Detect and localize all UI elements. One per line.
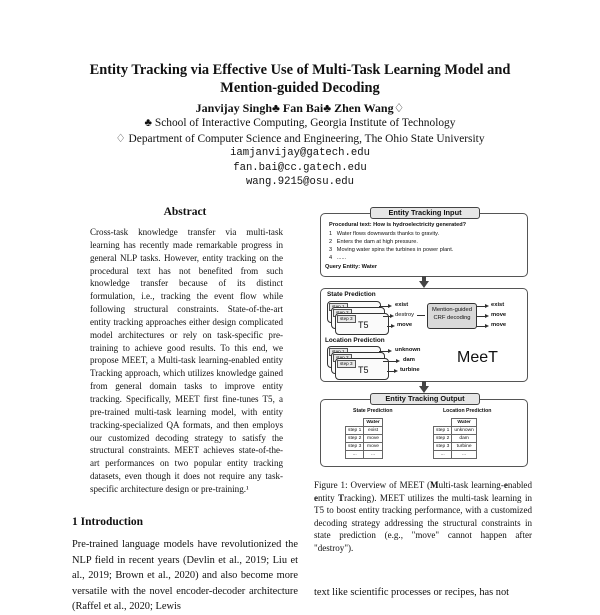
abstract-heading: Abstract: [163, 206, 207, 218]
mention-guided-crf-box: [427, 303, 477, 329]
section-heading-introduction: 1 Introduction: [72, 516, 144, 528]
state-prediction-table: [345, 418, 383, 459]
table-cell: turbine: [452, 443, 477, 451]
model-box: [320, 288, 528, 382]
state-output-1: exist: [395, 302, 409, 308]
table-row: [346, 443, 383, 451]
email-3: wang.9215@osu.edu: [245, 176, 355, 188]
table-cell: unknown: [452, 427, 477, 435]
table-corner-cell: [434, 419, 452, 427]
arrow-line: [383, 361, 397, 362]
step-text: ......: [336, 255, 347, 261]
final-output-1: exist: [491, 302, 505, 308]
table-row: [346, 435, 383, 443]
arrow-right-icon: [485, 314, 489, 318]
step-number: 4: [329, 255, 333, 261]
table-cell: step 1: [346, 427, 364, 435]
output-tab: Entity Tracking Output: [370, 393, 480, 405]
arrow-right-icon: [485, 324, 489, 328]
affiliation-2: ♢ Department of Computer Science and Engineering, The Ohio State University: [115, 133, 485, 145]
input-tab: Entity Tracking Input: [370, 207, 480, 219]
step-text: Enters the dam at high pressure.: [336, 239, 418, 245]
step-card: [335, 313, 389, 335]
procedure-step-3: [329, 247, 453, 255]
state-output-3: move: [397, 322, 413, 328]
table-row: [434, 427, 477, 435]
title-line-1: Entity Tracking via Effective Use of Multi-Task Learning Model and: [89, 62, 511, 78]
table-row: [434, 443, 477, 451]
table-header-cell: Water: [364, 419, 382, 427]
table-row: [434, 435, 477, 443]
input-box: [320, 213, 528, 277]
procedure-step-2: [329, 239, 418, 247]
abstract-text: Cross-task knowledge transfer via multi-task learning has recently made remarkable progress in general NLP tasks. However, entity tracking on the procedural text has not benefited from such knowledge transfer because of its distinct formulation, i.e., tracking the event flow while following structural constraints. State-of-the-art entity tracking approaches either design complicated model architectures or rely on task-specific pre-training to achieve good results. To this end, we propose MEET, a Multi-task learning-enabled entity Tracking approach, which utilizes knowledge gained from general domain tasks to improve entity tracking. Specifically, MEET first fine-tunes T5, a pre-trained multi-task learning model, with entity tracking-specialized QA formats, and then employs our customized decoding strategy to satisfy the structural constraints. MEET achieves state-of-the-art performances on two popular entity tracking datasets, even though it does not require any task-specific architecture design or pre-training.¹: [90, 227, 283, 494]
table-cell: ...: [452, 451, 477, 459]
caption-bold: e: [503, 480, 508, 490]
table-header-cell: Water: [452, 419, 477, 427]
arrow-down-icon: [419, 281, 429, 288]
figure-1-caption: [314, 479, 532, 555]
table-cell: ...: [434, 451, 452, 459]
output-box: [320, 399, 528, 467]
paper-title: [0, 61, 600, 97]
step-text: Water flows downwards thanks to gravity.: [336, 231, 440, 237]
step-label: step 3: [337, 315, 356, 323]
table-cell: step 1: [434, 427, 452, 435]
state-output-2: destroy: [395, 312, 415, 318]
authors: Janvijay Singh♣ Fan Bai♣ Zhen Wang♢: [195, 101, 405, 115]
table-header-row: [346, 419, 383, 427]
state-table-title: State Prediction: [353, 408, 393, 414]
email-2: fan.bai@cc.gatech.edu: [233, 162, 367, 174]
final-output-2: move: [491, 312, 507, 318]
procedure-step-4: [329, 255, 346, 263]
step-number: 3: [329, 247, 333, 253]
arrow-right-icon: [394, 369, 398, 373]
arrow-line: [417, 315, 425, 316]
state-prediction-label: State Prediction: [327, 291, 376, 298]
table-row: [434, 451, 477, 459]
t5-model-label: T5: [358, 320, 369, 330]
email-1: iamjanvijay@gatech.edu: [230, 147, 370, 159]
table-row: [346, 427, 383, 435]
table-cell: dam: [452, 435, 477, 443]
mention-guided-label: Mention-guided CRF decoding: [432, 307, 472, 321]
caption-text: ntity: [318, 492, 339, 503]
table-corner-cell: [346, 419, 364, 427]
arrow-right-icon: [391, 324, 395, 328]
step-label: step 3: [337, 360, 356, 368]
location-table-title: Location Prediction: [443, 408, 492, 414]
procedure-step-1: [329, 231, 439, 239]
arrow-right-icon: [388, 304, 392, 308]
table-cell: step 2: [346, 435, 364, 443]
location-prediction-label: Location Prediction: [325, 337, 385, 344]
table-cell: ...: [364, 451, 382, 459]
caption-text: ulti-task learning-: [438, 480, 504, 490]
right-column-text: text like scientific processes or recipes, has not: [314, 587, 510, 598]
caption-bold: e: [314, 492, 319, 503]
query-entity: Query Entity: Water: [325, 264, 378, 270]
table-row: [346, 451, 383, 459]
table-cell: step 2: [434, 435, 452, 443]
affiliation-1: ♣ School of Interactive Computing, Georgia Institute of Technology: [144, 117, 456, 129]
meet-logo: MeeT: [457, 349, 498, 366]
step-number: 2: [329, 239, 333, 245]
arrow-right-icon: [388, 349, 392, 353]
table-cell: move: [364, 435, 382, 443]
location-output-1: unknown: [395, 347, 421, 353]
introduction-text: Pre-trained language models have revolutionized the NLP field in recent years (Devlin et al., 2019; Liu et al., 2019; Brown et al., 2020) and also become more versatile with the novel encoder-decoder architecture (Raffel et al., 2020; Lewis: [72, 539, 298, 613]
arrow-right-icon: [396, 359, 400, 363]
table-cell: ...: [346, 451, 364, 459]
location-output-3: turbine: [400, 367, 420, 373]
caption-text: Figure 1: Overview of MEET (: [314, 480, 431, 490]
caption-text: racking). MEET utilizes the multi-task learning in T5 to boost entity tracking performance, with a customized decoding strategy addressing the structural constraints in state prediction (e.g., "move" cannot happen after "destroy").: [314, 492, 532, 553]
final-output-3: move: [491, 322, 507, 328]
location-prediction-table: [433, 418, 477, 459]
table-cell: exist: [364, 427, 382, 435]
step-number: 1: [329, 231, 333, 237]
caption-text: nabled: [507, 480, 532, 490]
caption-bold: T: [338, 492, 345, 503]
table-cell: move: [364, 443, 382, 451]
t5-model-label: T5: [358, 365, 369, 375]
arrow-down-icon: [419, 386, 429, 393]
location-output-2: dam: [403, 357, 415, 363]
title-line-2: Mention-guided Decoding: [220, 80, 380, 96]
step-text: Moving water spins the turbines in power plant.: [336, 247, 454, 253]
arrow-right-icon: [390, 314, 394, 318]
figure-1-overview: [318, 203, 530, 471]
arrow-right-icon: [485, 304, 489, 308]
caption-bold: M: [430, 480, 439, 490]
table-header-row: [434, 419, 477, 427]
table-cell: step 3: [434, 443, 452, 451]
table-cell: step 3: [346, 443, 364, 451]
step-card: [335, 358, 389, 380]
procedural-question: Procedural text: How is hydroelectricity generated?: [329, 222, 467, 228]
